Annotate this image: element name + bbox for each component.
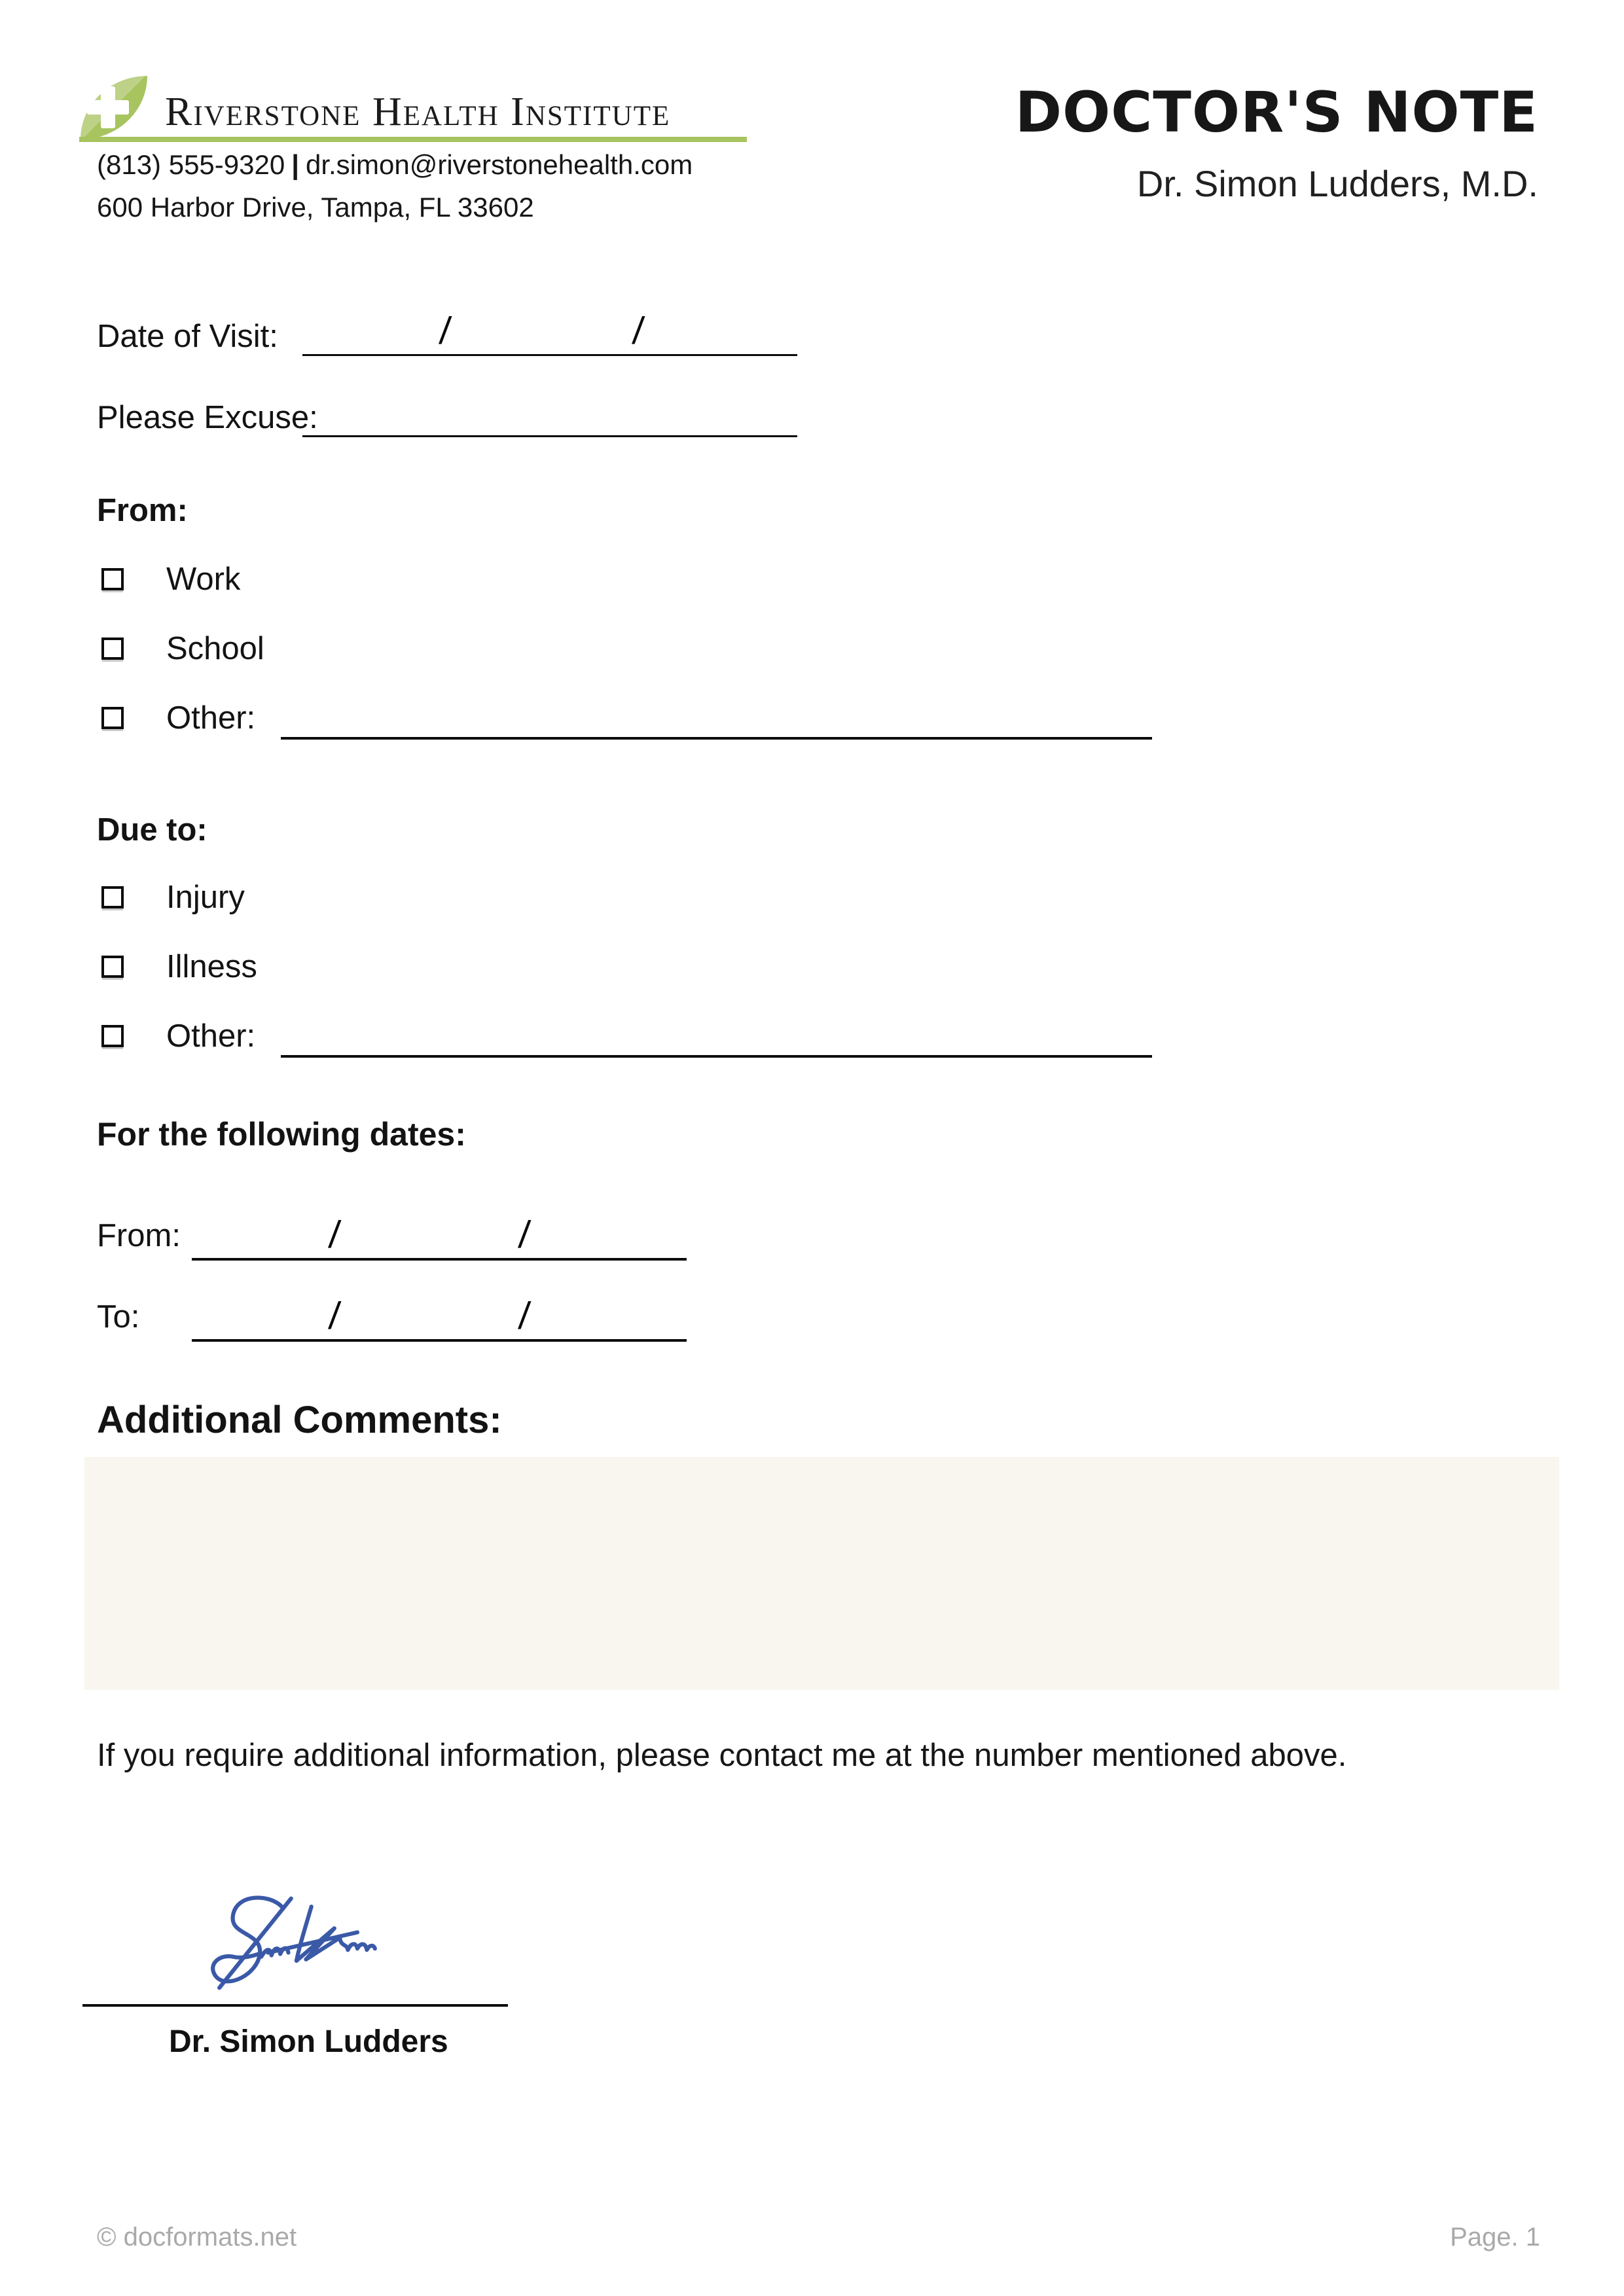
- from-other-field[interactable]: [281, 737, 1152, 740]
- contact-note-text: If you require additional information, please contact me at the number mentioned above.: [97, 1738, 1347, 1773]
- dates-section-heading: For the following dates:: [97, 1116, 466, 1153]
- injury-checkbox[interactable]: [101, 886, 124, 908]
- from-other-label: Other:: [166, 700, 256, 736]
- from-option-school: [101, 631, 264, 666]
- date-of-visit-field[interactable]: [302, 310, 797, 356]
- from-other-checkbox[interactable]: [101, 707, 124, 729]
- comments-textarea[interactable]: [84, 1457, 1559, 1690]
- clinic-name: Riverstone Health Institute: [165, 90, 671, 134]
- school-label: School: [166, 631, 264, 666]
- doctor-name-subtitle: Dr. Simon Ludders, M.D.: [1136, 163, 1538, 204]
- date-from-field[interactable]: [192, 1213, 687, 1261]
- date-to-field[interactable]: [192, 1295, 687, 1342]
- clinic-address: 600 Harbor Drive, Tampa, FL 33602: [97, 192, 534, 223]
- from-option-work: [101, 562, 240, 597]
- footer-page-number: Page. 1: [1450, 2223, 1540, 2251]
- clinic-email: dr.simon@riverstonehealth.com: [305, 149, 693, 180]
- due-option-injury: [101, 880, 245, 915]
- contact-separator: |: [291, 149, 299, 180]
- comments-heading: Additional Comments:: [97, 1399, 502, 1441]
- date-separator-slash: /: [437, 310, 453, 352]
- date-separator-slash: /: [516, 1213, 532, 1256]
- from-section-heading: From:: [97, 493, 188, 528]
- date-of-visit-label: Date of Visit:: [97, 319, 278, 354]
- due-other-checkbox[interactable]: [101, 1025, 124, 1047]
- signature-name: Dr. Simon Ludders: [169, 2024, 448, 2059]
- due-other-label: Other:: [166, 1018, 256, 1054]
- date-separator-slash: /: [327, 1213, 342, 1256]
- injury-label: Injury: [166, 880, 245, 915]
- page-title: DOCTOR'S NOTE: [1015, 80, 1538, 145]
- footer-copyright: © docformats.net: [97, 2223, 297, 2251]
- illness-checkbox[interactable]: [101, 956, 124, 978]
- date-separator-slash: /: [630, 310, 646, 352]
- please-excuse-field[interactable]: [302, 401, 797, 437]
- medical-cross-icon: [101, 86, 115, 128]
- date-separator-slash: /: [516, 1295, 532, 1337]
- due-to-section-heading: Due to:: [97, 812, 208, 848]
- signature-image: [196, 1888, 399, 2002]
- work-checkbox[interactable]: [101, 568, 124, 590]
- date-from-label: From:: [97, 1218, 181, 1253]
- due-option-illness: [101, 949, 257, 984]
- school-checkbox[interactable]: [101, 637, 124, 660]
- date-to-label: To:: [97, 1299, 140, 1335]
- illness-label: Illness: [166, 949, 257, 984]
- clinic-phone: (813) 555-9320: [97, 149, 285, 180]
- please-excuse-label: Please Excuse:: [97, 400, 318, 435]
- signature-line: [82, 2004, 508, 2007]
- from-option-other: [101, 700, 255, 736]
- header-divider: [79, 137, 747, 142]
- clinic-contact-line: [97, 149, 693, 181]
- work-label: Work: [166, 562, 241, 597]
- date-separator-slash: /: [327, 1295, 342, 1337]
- due-other-field[interactable]: [281, 1055, 1152, 1058]
- clinic-logo-leaf-icon: [81, 76, 147, 139]
- due-option-other: [101, 1018, 255, 1054]
